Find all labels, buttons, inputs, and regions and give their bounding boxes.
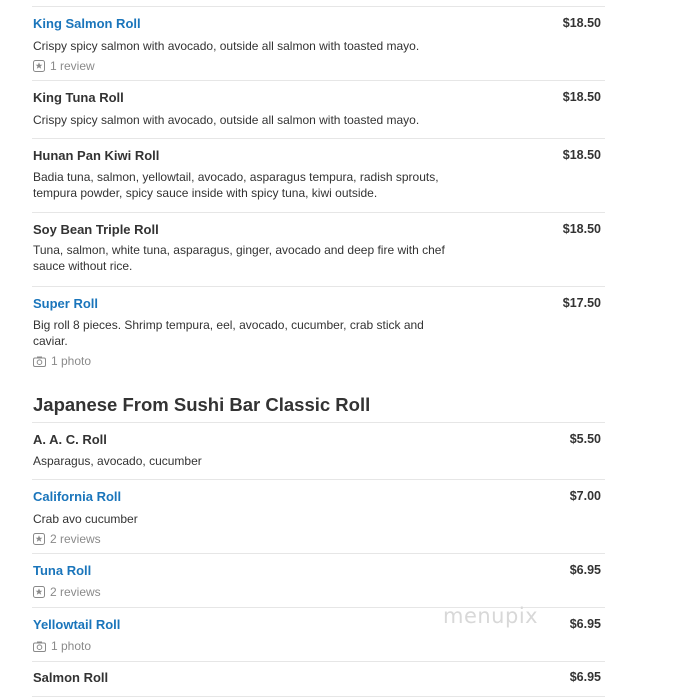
- item-price: $17.50: [562, 296, 601, 310]
- menu-item: [33, 563, 601, 603]
- item-price: $18.50: [562, 16, 601, 30]
- menu-item: [33, 670, 601, 692]
- item-description: [33, 169, 488, 201]
- item-name: A. A. C. Roll: [33, 432, 107, 447]
- photo-count[interactable]: [33, 639, 91, 653]
- review-count[interactable]: [33, 585, 101, 599]
- item-name: Soy Bean Triple Roll: [33, 222, 159, 237]
- item-description-line: sauce without rice.: [33, 259, 133, 273]
- item-description-line: caviar.: [33, 334, 68, 348]
- item-price: $6.95: [569, 617, 601, 631]
- item-description-line: Big roll 8 pieces. Shrimp tempura, eel, avocado, cucumber, crab stick and: [33, 318, 424, 332]
- divider: [32, 661, 605, 662]
- divider: [32, 553, 605, 554]
- item-price: $6.95: [569, 563, 601, 577]
- camera-icon: [33, 641, 46, 652]
- divider: [32, 212, 605, 213]
- item-description: Crispy spicy salmon with avocado, outside all salmon with toasted mayo.: [33, 113, 420, 127]
- item-price: $6.95: [569, 670, 601, 684]
- divider: [32, 138, 605, 139]
- review-count[interactable]: [33, 59, 95, 73]
- star-badge-icon: [33, 533, 45, 545]
- star-badge-icon: [33, 586, 45, 598]
- divider: [32, 422, 605, 423]
- item-description-line: tempura powder, spicy sauce inside with spicy tuna, kiwi outside.: [33, 186, 378, 200]
- item-price: $18.50: [562, 90, 601, 104]
- photo-count-label[interactable]: 1 photo: [51, 639, 92, 653]
- menu-item: [33, 90, 601, 134]
- divider: [32, 479, 605, 480]
- section-title: Japanese From Sushi Bar Classic Roll: [33, 394, 371, 415]
- star-badge-icon: [33, 60, 45, 72]
- review-count-label[interactable]: 1 review: [50, 59, 95, 73]
- divider: [32, 80, 605, 81]
- divider: [32, 286, 605, 287]
- item-description: [33, 317, 488, 349]
- review-count[interactable]: [33, 532, 101, 546]
- item-name-link[interactable]: California Roll: [33, 489, 122, 504]
- menupix-watermark: menupix: [443, 604, 539, 628]
- photo-count-label[interactable]: 1 photo: [51, 354, 92, 368]
- item-name-link[interactable]: Super Roll: [33, 296, 99, 311]
- menu-item: [33, 296, 601, 372]
- item-description-line: Tuna, salmon, white tuna, asparagus, ginger, avocado and deep fire with chef: [33, 243, 445, 257]
- item-description-line: Badia tuna, salmon, yellowtail, avocado, asparagus tempura, radish sprouts,: [33, 170, 439, 184]
- item-name: King Tuna Roll: [33, 90, 124, 105]
- item-name: Salmon Roll: [33, 670, 109, 685]
- item-price: $5.50: [569, 432, 601, 446]
- item-price: $7.00: [569, 489, 601, 503]
- item-description: Crab avo cucumber: [33, 512, 138, 526]
- item-price: $18.50: [562, 148, 601, 162]
- menu-item: [33, 489, 601, 551]
- camera-icon: [33, 356, 46, 367]
- item-name-link[interactable]: King Salmon Roll: [33, 16, 141, 31]
- photo-count[interactable]: [33, 354, 91, 368]
- item-name-link[interactable]: Yellowtail Roll: [33, 617, 121, 632]
- item-name: Hunan Pan Kiwi Roll: [33, 148, 160, 163]
- review-count-label[interactable]: 2 reviews: [50, 532, 101, 546]
- item-description: [33, 242, 488, 274]
- menu-item: [33, 16, 601, 78]
- review-count-label[interactable]: 2 reviews: [50, 585, 101, 599]
- menu-item: [33, 222, 601, 282]
- menu-item: [33, 148, 601, 208]
- menu-item: [33, 432, 601, 476]
- menu-item: [33, 617, 601, 657]
- item-name-link[interactable]: Tuna Roll: [33, 563, 92, 578]
- divider: [32, 6, 605, 7]
- item-price: $18.50: [562, 222, 601, 236]
- divider: [32, 696, 605, 697]
- item-description: Asparagus, avocado, cucumber: [33, 454, 202, 468]
- item-description: Crispy spicy salmon with avocado, outside all salmon with toasted mayo.: [33, 39, 420, 53]
